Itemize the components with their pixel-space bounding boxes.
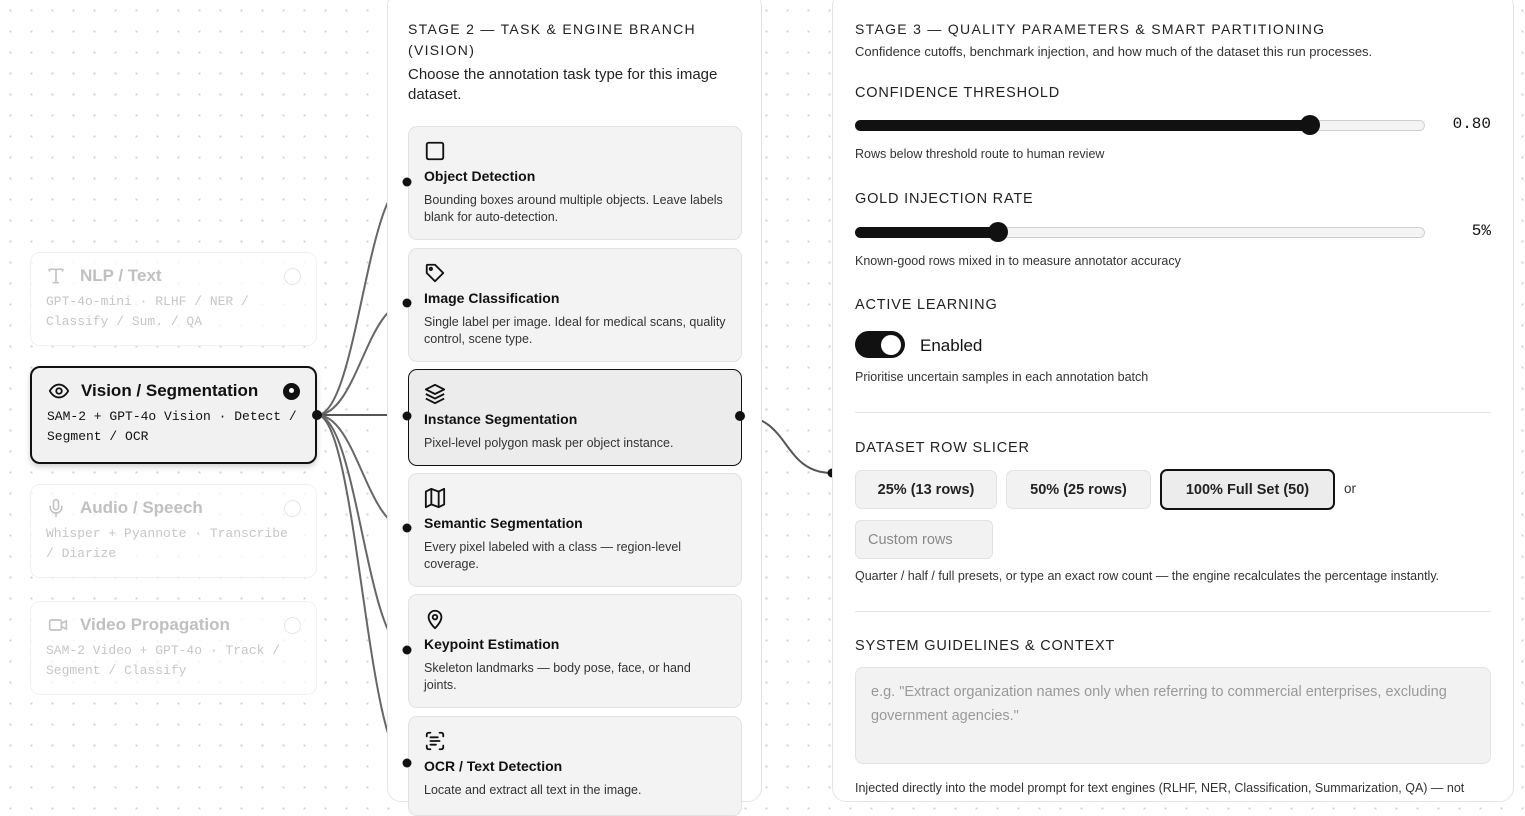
- task-title: OCR / Text Detection: [424, 758, 563, 774]
- task-card-instance-segmentation[interactable]: [408, 369, 742, 466]
- active-learning-hint: Prioritise uncertain samples in each annotation batch: [855, 370, 1149, 384]
- gold-injection-slider[interactable]: [855, 227, 1425, 238]
- task-description: Every pixel labeled with a class — region-level coverage.: [424, 540, 682, 571]
- engine-radio[interactable]: [283, 383, 300, 400]
- engine-radio[interactable]: [284, 500, 301, 517]
- task-title: Image Classification: [424, 290, 560, 306]
- eye-icon: [47, 380, 71, 402]
- stage3-description: Confidence cutoffs, benchmark injection, and how much of the dataset this run processes.: [855, 44, 1373, 59]
- guidelines-hint: Injected directly into the model prompt for text engines (RLHF, NER, Classification, Summarization, QA) — not: [855, 781, 1465, 795]
- confidence-threshold-value: 0.80: [1452, 115, 1491, 133]
- microphone-icon: [46, 497, 70, 519]
- engine-card-vision[interactable]: [30, 366, 317, 464]
- scan-text-icon: [424, 730, 446, 752]
- active-learning-label: ACTIVE LEARNING: [855, 297, 998, 313]
- row-slicer-hint: Quarter / half / full presets, or type an exact row count — the engine recalculates the percentage instantly.: [855, 569, 1440, 583]
- tag-icon: [424, 262, 446, 284]
- engine-card-audio[interactable]: [30, 484, 317, 578]
- text-type-icon: [46, 265, 70, 287]
- confidence-threshold-label: CONFIDENCE THRESHOLD: [855, 85, 1061, 101]
- active-learning-state: Enabled: [920, 336, 983, 355]
- slider-thumb[interactable]: [988, 222, 1008, 242]
- task-card-ocr[interactable]: [408, 716, 742, 816]
- engine-subtitle: SAM-2 + GPT-4o Vision · Detect / Segment / OCR: [47, 409, 297, 444]
- task-card-semantic-segmentation[interactable]: [408, 473, 742, 587]
- confidence-threshold-hint: Rows below threshold route to human review: [855, 147, 1105, 161]
- task-card-image-classification[interactable]: [408, 248, 742, 362]
- map-pin-icon: [424, 608, 446, 630]
- active-learning-toggle[interactable]: [855, 331, 905, 358]
- gold-injection-hint: Known-good rows mixed in to measure annotator accuracy: [855, 254, 1181, 268]
- preset-100-button[interactable]: 100% Full Set (50): [1160, 469, 1335, 510]
- divider: [855, 611, 1491, 612]
- engine-title: Video Propagation: [80, 615, 230, 634]
- engine-card-nlp[interactable]: [30, 252, 317, 346]
- confidence-threshold-slider[interactable]: [855, 120, 1425, 131]
- guidelines-label: SYSTEM GUIDELINES & CONTEXT: [855, 638, 1116, 654]
- square-icon: [424, 140, 446, 162]
- task-description: Single label per image. Ideal for medical scans, quality control, scene type.: [424, 315, 726, 346]
- task-title: Semantic Segmentation: [424, 515, 583, 531]
- gold-injection-value: 5%: [1471, 222, 1491, 240]
- stage3-label: STAGE 3 — QUALITY PARAMETERS & SMART PARTITIONING: [855, 21, 1326, 37]
- guidelines-textarea[interactable]: [855, 667, 1491, 764]
- or-text: or: [1344, 481, 1357, 496]
- engine-title: Vision / Segmentation: [81, 381, 259, 400]
- task-description: Pixel-level polygon mask per object instance.: [424, 436, 674, 450]
- slider-thumb[interactable]: [1300, 115, 1320, 135]
- engine-radio[interactable]: [284, 268, 301, 285]
- stage2-label: STAGE 2 — TASK & ENGINE BRANCH (VISION): [408, 21, 696, 58]
- preset-50-button[interactable]: 50% (25 rows): [1006, 470, 1151, 509]
- engine-card-video[interactable]: [30, 601, 317, 695]
- engine-radio[interactable]: [284, 617, 301, 634]
- task-card-keypoint-estimation[interactable]: [408, 594, 742, 708]
- slider-fill: [855, 227, 997, 238]
- task-card-object-detection[interactable]: [408, 126, 742, 240]
- engine-title: NLP / Text: [80, 266, 162, 285]
- custom-rows-input[interactable]: [855, 520, 993, 559]
- stage2-panel: [387, 0, 762, 802]
- task-description: Skeleton landmarks — body pose, face, or hand joints.: [424, 661, 691, 692]
- gold-injection-label: GOLD INJECTION RATE: [855, 191, 1034, 207]
- layers-icon: [424, 383, 446, 405]
- stage3-panel: [832, 0, 1514, 802]
- task-description: Locate and extract all text in the image.: [424, 783, 642, 797]
- slider-fill: [855, 120, 1309, 131]
- task-title: Object Detection: [424, 168, 536, 184]
- engine-subtitle: Whisper + Pyannote · Transcribe / Diarize: [46, 526, 288, 561]
- task-title: Instance Segmentation: [424, 411, 578, 427]
- toggle-knob: [881, 335, 901, 355]
- preset-25-button[interactable]: 25% (13 rows): [855, 470, 997, 509]
- engine-subtitle: GPT-4o-mini · RLHF / NER / Classify / Sum. / QA: [46, 294, 249, 329]
- engine-title: Audio / Speech: [80, 498, 203, 517]
- task-title: Keypoint Estimation: [424, 636, 560, 652]
- divider: [855, 412, 1491, 413]
- stage2-description: Choose the annotation task type for this image dataset.: [408, 66, 718, 103]
- task-description: Bounding boxes around multiple objects. Leave labels blank for auto-detection.: [424, 193, 723, 224]
- row-slicer-label: DATASET ROW SLICER: [855, 440, 1030, 456]
- video-camera-icon: [46, 614, 70, 636]
- engine-subtitle: SAM-2 Video + GPT-4o · Track / Segment / Classify: [46, 643, 281, 678]
- map-icon: [424, 487, 446, 509]
